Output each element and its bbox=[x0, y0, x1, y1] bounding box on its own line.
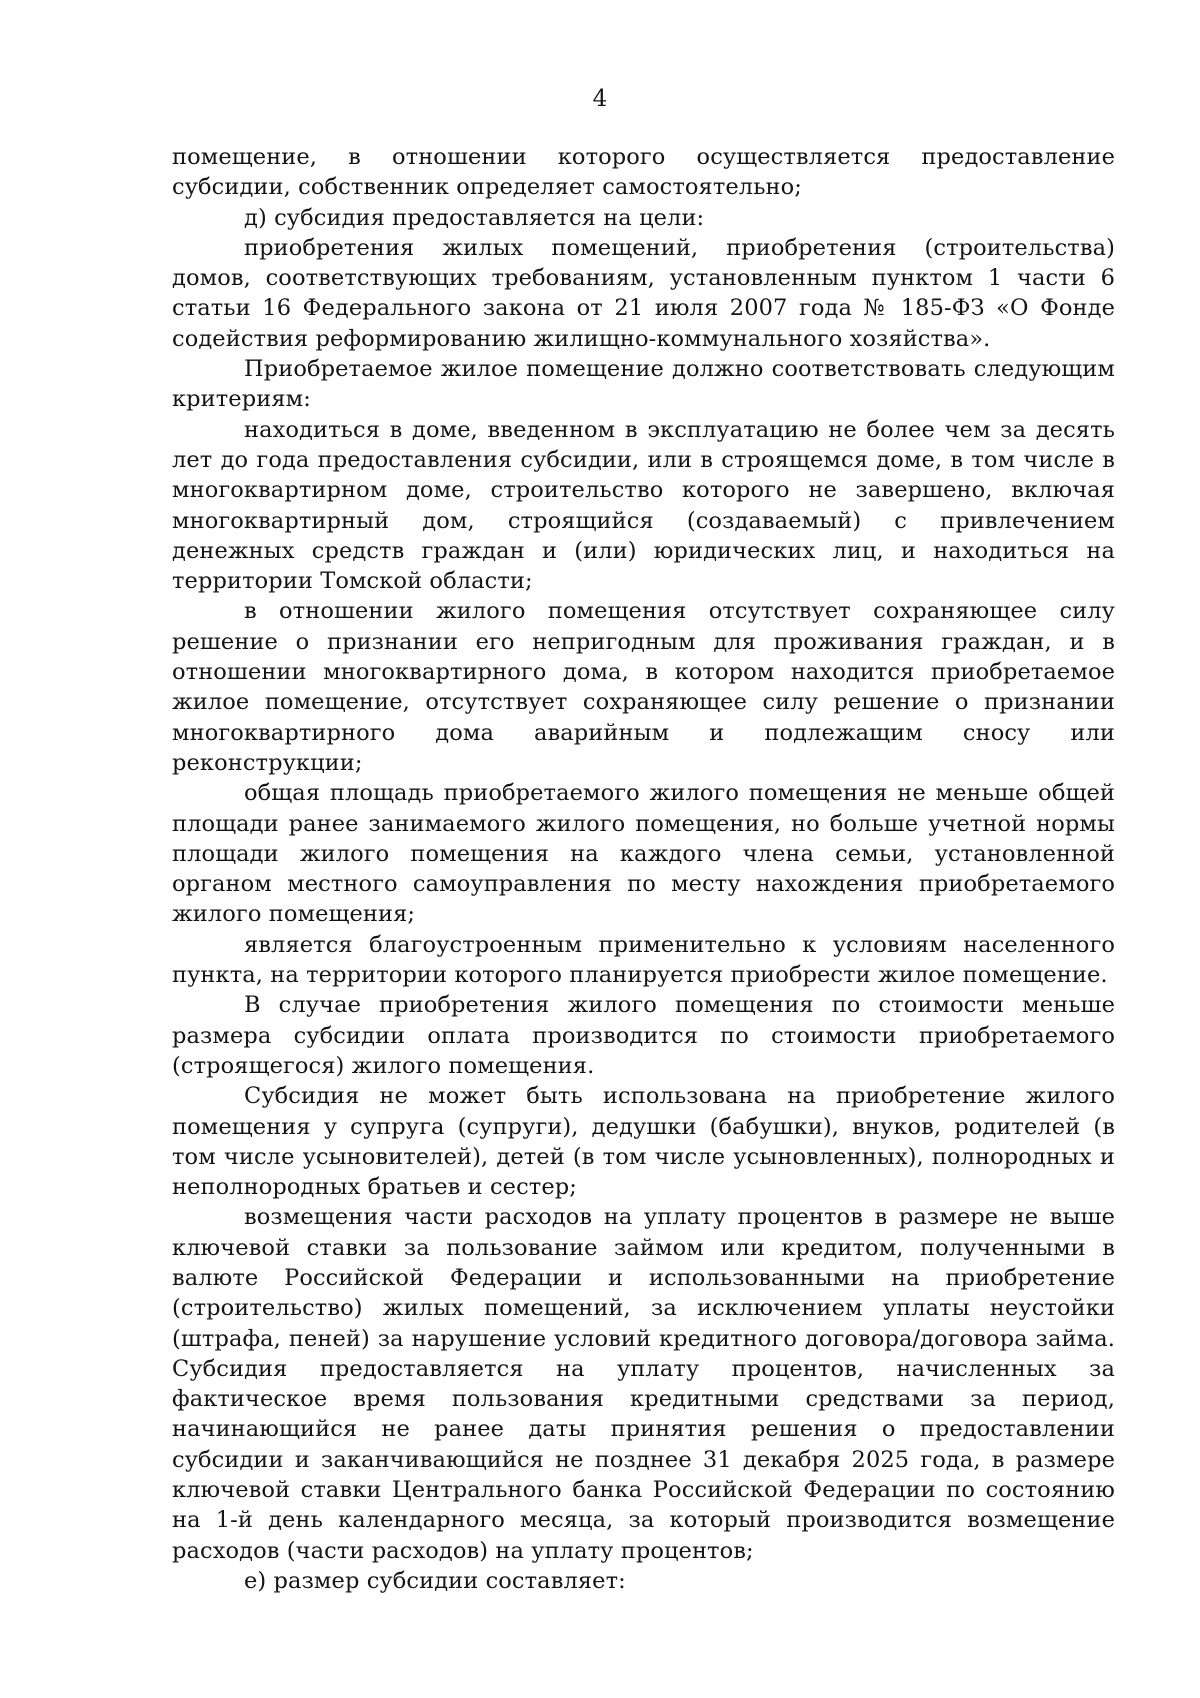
document-body bbox=[172, 142, 1115, 1596]
paragraph: является благоустроенным применительно к условиям населенного пункта, на территории которого планируется приобрести жилое помещение. bbox=[172, 931, 1115, 989]
paragraph: приобретения жилых помещений, приобретения (строительства) домов, соответствующих требованиям, установленным пунктом 1 части 6 статьи 16 Федерального закона от 21 июля 2007 года № 185-ФЗ «О Фонде содействия реформированию жилищно-коммунального хозяйства». bbox=[172, 234, 1115, 352]
paragraph: возмещения части расходов на уплату процентов в размере не выше ключевой ставки за пользование займом или кредитом, полученными в валюте Российской Федерации и использованными на приобретение (строительство) жилых помещений, за исключением уплаты неустойки (штрафа, пеней) за нарушение условий кредитного договора/договора займа. Субсидия предоставляется на уплату процентов, начисленных за фактическое время пользования кредитными средствами за период, начинающийся не ранее даты принятия решения о предоставлении субсидии и заканчивающийся не позднее 31 декабря 2025 года, в размере ключевой ставки Центрального банка Российской Федерации по состоянию на 1-й день календарного месяца, за который производится возмещение расходов (части расходов) на уплату процентов; bbox=[172, 1204, 1115, 1564]
paragraph: В случае приобретения жилого помещения по стоимости меньше размера субсидии оплата производится по стоимости приобретаемого (строящегося) жилого помещения. bbox=[172, 992, 1115, 1079]
page-number: 4 bbox=[592, 86, 608, 112]
paragraph: в отношении жилого помещения отсутствует сохраняющее силу решение о признании его непригодным для проживания граждан, и в отношении многоквартирного дома, в котором находится приобретаемое жилое помещение, отсутствует сохраняющее силу решение о признании многоквартирного дома аварийным и подлежащим сносу или реконструкции; bbox=[172, 598, 1115, 776]
paragraph: д) субсидия предоставляется на цели: bbox=[244, 204, 705, 231]
paragraph: Субсидия не может быть использована на приобретение жилого помещения у супруга (супруги), дедушки (бабушки), внуков, родителей (в том числе усыновителей), детей (в том числе усыновленных), полнородных и неполнородных братьев и сестер; bbox=[172, 1083, 1115, 1201]
paragraph: Приобретаемое жилое помещение должно соответствовать следующим критериям: bbox=[172, 356, 1115, 413]
paragraph: находиться в доме, введенном в эксплуатацию не более чем за десять лет до года предоставления субсидии, или в строящемся доме, в том числе в многоквартирном доме, строительство которого не завершено, включая многоквартирный дом, строящийся (создаваемый) с привлечением денежных средств граждан и (или) юридических лиц, и находиться на территории Томской области; bbox=[172, 416, 1115, 595]
paragraph: помещение, в отношении которого осуществляется предоставление субсидии, собственник определяет самостоятельно; bbox=[172, 144, 1115, 201]
paragraph: е) размер субсидии составляет: bbox=[244, 1567, 626, 1594]
paragraph: общая площадь приобретаемого жилого помещения не меньше общей площади ранее занимаемого жилого помещения, но больше учетной нормы площади жилого помещения на каждого члена семьи, установленной органом местного самоуправления по месту нахождения приобретаемого жилого помещения; bbox=[172, 780, 1115, 928]
